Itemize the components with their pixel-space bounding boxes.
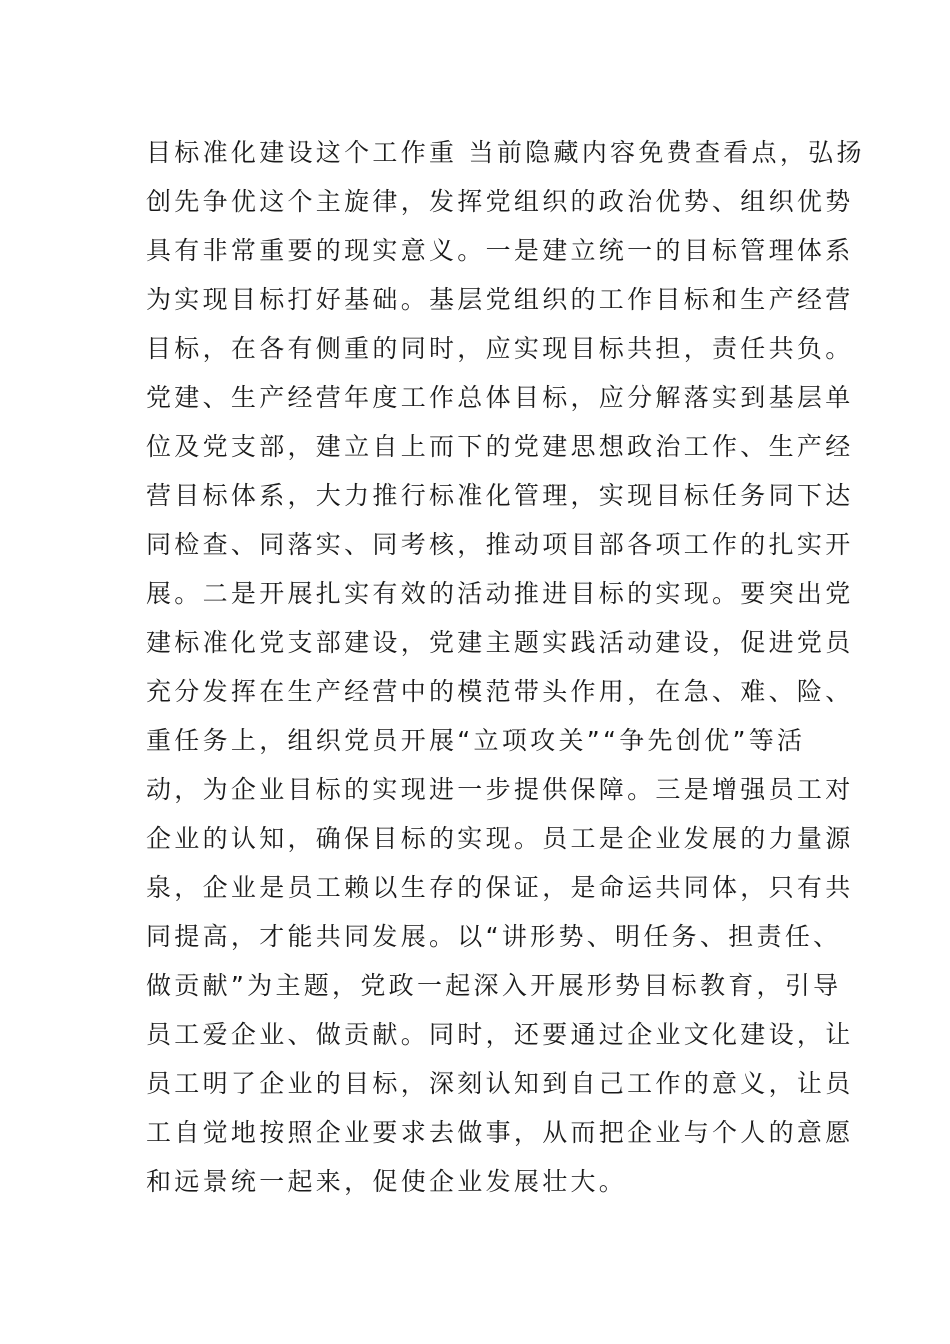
text-line: 为实现目标打好基础。基层党组织的工作目标和生产经营: [146, 285, 854, 314]
text-line: 员工明了企业的目标，深刻认知到自己工作的意义，让员: [146, 1069, 854, 1098]
text-line: 同提高，才能共同发展。以“讲形势、明任务、担责任、: [146, 922, 842, 951]
text-line: 做贡献”为主题，党政一起深入开展形势目标教育，引导: [146, 971, 842, 1000]
text-line: 重任务上，组织党员开展“立项攻关”“争先创优”等活: [146, 726, 806, 755]
text-line: 企业的认知，确保目标的实现。员工是企业发展的力量源: [146, 824, 854, 853]
text-line: 建标准化党支部建设，党建主题实践活动建设，促进党员: [146, 628, 854, 657]
text-line: 泉，企业是员工赖以生存的保证，是命运共同体，只有共: [146, 873, 854, 902]
text-line: 营目标体系，大力推行标准化管理，实现目标任务同下达: [146, 481, 854, 510]
text-line: 工自觉地按照企业要求去做事，从而把企业与个人的意愿: [146, 1118, 854, 1147]
text-line: 创先争优这个主旋律，发挥党组织的政治优势、组织优势: [146, 187, 854, 216]
text-line: 党建、生产经营年度工作总体目标，应分解落实到基层单: [146, 383, 854, 412]
text-line: 员工爱企业、做贡献。同时，还要通过企业文化建设，让: [146, 1020, 854, 1049]
text-line: 具有非常重要的现实意义。一是建立统一的目标管理体系: [146, 236, 854, 265]
text-line: 目标准化建设这个工作重 当前隐藏内容免费查看点，弘扬: [146, 138, 865, 167]
text-line: 展。二是开展扎实有效的活动推进目标的实现。要突出党: [146, 579, 854, 608]
text-line: 充分发挥在生产经营中的模范带头作用，在急、难、险、: [146, 677, 854, 706]
body-paragraph: [146, 128, 865, 1206]
text-line: 位及党支部，建立自上而下的党建思想政治工作、生产经: [146, 432, 854, 461]
text-line: 动，为企业目标的实现进一步提供保障。三是增强员工对: [146, 775, 854, 804]
text-line: 同检查、同落实、同考核，推动项目部各项工作的扎实开: [146, 530, 854, 559]
text-line: 和远景统一起来，促使企业发展壮大。: [146, 1167, 628, 1196]
text-line: 目标，在各有侧重的同时，应实现目标共担，责任共负。: [146, 334, 854, 363]
